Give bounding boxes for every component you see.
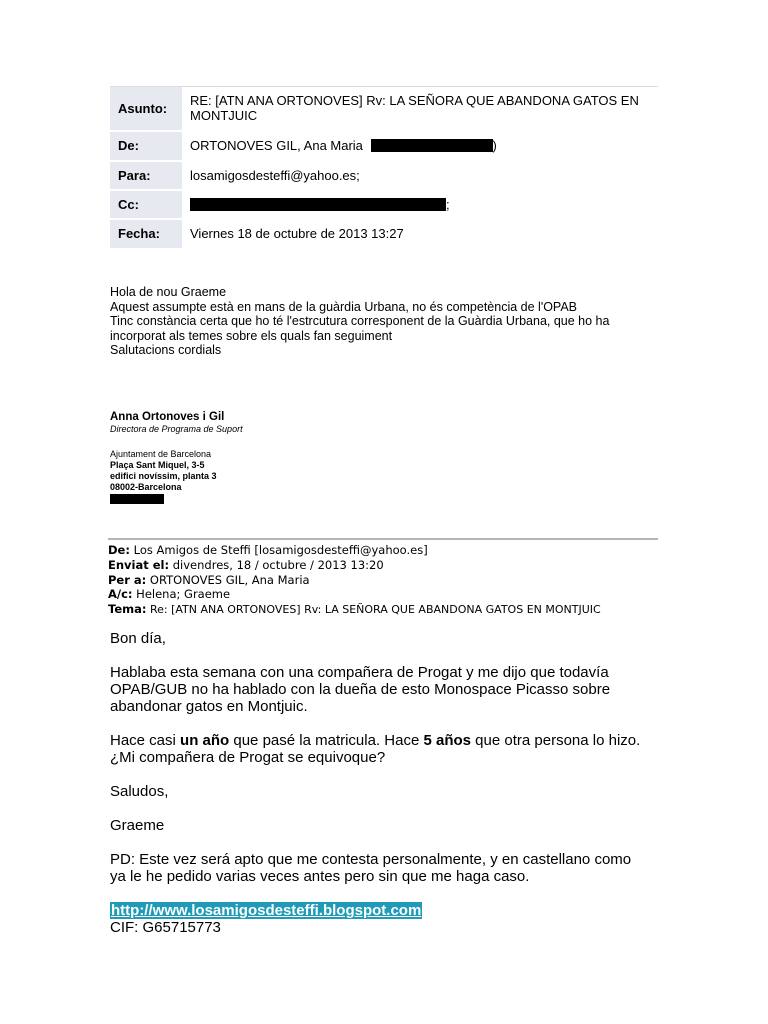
closing: Saludos, <box>110 783 169 800</box>
forwarded-subject <box>108 602 668 618</box>
paragraph: Hablaba esta semana con una compañera de Progat y me dijo que todavía OPAB/GUB no ha hablado con la dueña de esto Monospace Picasso sobre abandonar gatos en Montjuic. <box>110 664 611 715</box>
text-span: que pasé la matricula. Hace <box>229 732 424 749</box>
signature-title: Directora de Programa de Suport <box>110 424 243 434</box>
emphasis: un año <box>180 732 230 749</box>
forwarded-subject-label: Tema: <box>108 602 147 617</box>
from-value: ORTONOVES GIL, Ana Maria <box>190 138 363 153</box>
signature-org: Ajuntament de Barcelona <box>110 449 212 459</box>
forwarded-sent <box>108 558 668 573</box>
redaction-bar <box>110 494 164 504</box>
forwarded-from-value: Los Amigos de Steffi [losamigosdesteffi@yahoo.es] <box>129 543 428 557</box>
subject-value: RE: [ATN ANA ORTONOVES] Rv: LA SEÑORA QUE ABANDONA GATOS EN MONTJUIC <box>182 87 658 131</box>
cc-row <box>110 190 658 219</box>
date-label: Fecha: <box>110 219 182 249</box>
reply-line: Aquest assumpte està en mans de la guàrdia Urbana, no és competència de l'OPAB <box>110 299 578 314</box>
reply-line: Salutacions cordials <box>110 343 222 357</box>
signature-address-line: Plaça Sant Miquel, 3-5 <box>110 460 205 470</box>
signature-block <box>110 411 410 504</box>
signoff: Graeme <box>110 817 165 834</box>
from-row <box>110 131 658 161</box>
from-suffix: ) <box>492 138 497 153</box>
emphasis: 5 años <box>423 732 472 749</box>
subject-label: Asunto: <box>110 87 182 131</box>
text-span: Hace casi <box>110 732 181 749</box>
redaction-bar <box>190 198 446 211</box>
reply-line: Tinc constància certa que ho té l'estrcutura corresponent de la Guàrdia Urbana, que ho ha incorporat als temes sobre els quals fan seguiment <box>110 314 610 343</box>
forwarded-sent-label: Enviat el: <box>108 557 170 572</box>
email-header-table <box>110 86 658 250</box>
redaction-bar <box>371 139 493 152</box>
signature-name: Anna Ortonoves i Gil <box>110 411 225 423</box>
reply-body <box>110 285 640 358</box>
cc-suffix: ; <box>446 196 450 212</box>
forward-divider <box>108 538 658 540</box>
forwarded-sent-value: divendres, 18 / octubre / 2013 13:20 <box>169 557 384 572</box>
original-message <box>110 630 650 936</box>
to-label: Para: <box>110 161 182 190</box>
signature-address-line: edifici novíssim, planta 3 <box>110 471 217 481</box>
forwarded-subject-value: Re: [ATN ANA ORTONOVES] Rv: LA SEÑORA QUE ABANDONA GATOS EN MONTJUIC <box>146 603 601 617</box>
postscript: PD: Este vez será apto que me contesta personalmente, y en castellano como ya le he pedido varias veces antes pero sin que me haga caso. <box>110 851 632 885</box>
forwarded-cc-value: Helena; Graeme <box>132 587 231 602</box>
blog-link[interactable]: http://www.losamigosdesteffi.blogspot.com <box>111 902 422 919</box>
to-value[interactable]: losamigosdesteffi@yahoo.es; <box>182 161 658 190</box>
subject-row <box>110 87 658 131</box>
forwarded-cc <box>108 587 668 602</box>
forwarded-header <box>108 543 668 618</box>
date-row <box>110 219 658 249</box>
paragraph <box>110 732 650 766</box>
cc-label: Cc: <box>110 190 182 219</box>
date-value: Viernes 18 de octubre de 2013 13:27 <box>182 219 658 249</box>
forwarded-from-label: De: <box>108 543 130 557</box>
forwarded-to <box>108 573 668 588</box>
forwarded-cc-label: A/c: <box>108 587 133 602</box>
greeting: Bon día, <box>110 630 166 647</box>
forwarded-to-value: ORTONOVES GIL, Ana Maria <box>146 572 310 587</box>
signature-address-line: 08002-Barcelona <box>110 482 182 492</box>
text-span: que otra persona lo hizo. ¿Mi compañera de Progat se equivoque? <box>110 732 641 766</box>
cif-number: CIF: G65715773 <box>110 919 221 936</box>
reply-line: Hola de nou Graeme <box>110 285 227 299</box>
from-label: De: <box>110 131 182 161</box>
forwarded-from <box>108 543 668 558</box>
to-row <box>110 161 658 190</box>
forwarded-to-label: Per a: <box>108 572 147 587</box>
